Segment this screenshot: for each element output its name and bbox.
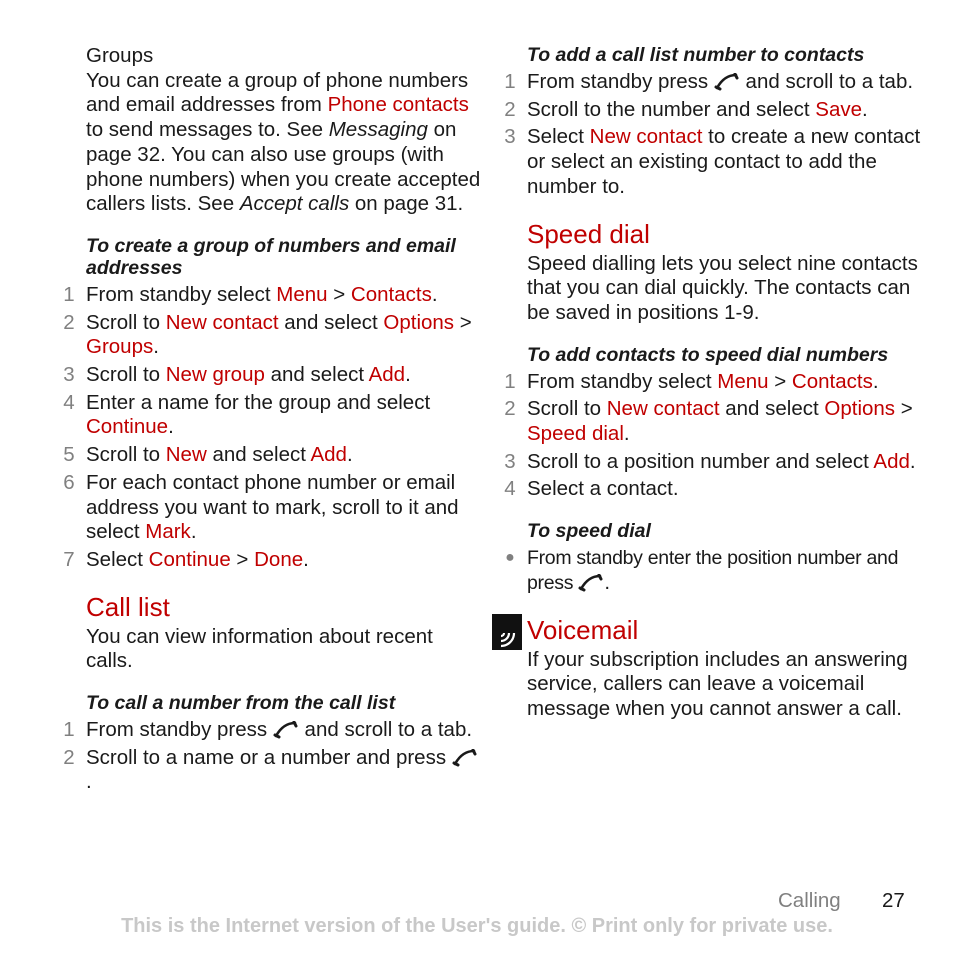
call-from-list-steps — [62, 718, 482, 795]
voicemail-heading-row — [503, 614, 923, 646]
step-item: 1 From standby press and scroll to a tab. — [63, 718, 473, 742]
call-list-heading: Call list — [86, 591, 170, 622]
step-item: 3 Scroll to New group and select Add. — [63, 363, 411, 387]
messaging-reference: Messaging — [328, 118, 428, 142]
call-key-icon — [714, 73, 740, 91]
step-item: 3 Scroll to a position number and select Add. — [504, 449, 916, 473]
call-key-icon — [578, 574, 604, 592]
page-number: 27 — [882, 889, 905, 912]
step-item: 7 Select Continue > Done. — [63, 547, 309, 571]
step-item: 2 Scroll to the number and select Save. — [504, 97, 868, 121]
step-item: 3 Select New contact to create a new contact or select an existing contact to add the number to. — [504, 125, 921, 198]
call-key-icon — [273, 721, 299, 739]
add-speed-steps — [503, 370, 923, 503]
left-column — [62, 44, 482, 798]
create-group-steps — [62, 283, 482, 573]
step-item: 6 For each contact phone number or email address you want to mark, scroll to it and select Mark. — [63, 470, 459, 544]
call-list-paragraph: You can view information about recent calls. — [86, 624, 433, 673]
accept-calls-reference: Accept calls — [239, 192, 350, 216]
bullet-item: ● From standby enter the position number and press . — [503, 546, 923, 595]
internet-version-notice: This is the Internet version of the User's guide. © Print only for private use. — [121, 915, 833, 937]
to-speed-dial-bullets — [503, 546, 923, 595]
step-item: 4 Select a contact. — [504, 477, 679, 501]
step-item: 1 From standby select Menu > Contacts. — [504, 369, 879, 393]
add-to-contacts-task-heading: To add a call list number to contacts — [527, 44, 865, 66]
speed-dial-heading: Speed dial — [527, 218, 650, 249]
call-key-icon — [452, 749, 478, 767]
footer-section-label: Calling — [778, 889, 841, 912]
add-speed-task-heading: To add contacts to speed dial numbers — [527, 343, 889, 366]
step-item: 4 Enter a name for the group and select Continue. — [63, 390, 431, 439]
speed-dial-paragraph: Speed dialling lets you select nine contacts that you can dial quickly. The contacts can be saved in positions 1-9. — [527, 251, 918, 324]
call-from-list-task-heading: To call a number from the call list — [86, 692, 396, 715]
create-group-task-heading: To create a group of numbers and email addresses — [86, 234, 456, 279]
step-item: 2 Scroll to New contact and select Options > Speed dial. — [504, 397, 913, 446]
step-item: 1 From standby select Menu > Contacts. — [63, 282, 438, 306]
bullet-icon: ● — [505, 549, 515, 567]
voicemail-paragraph: If your subscription includes an answering service, callers can leave a voicemail message when you cannot answer a call. — [527, 647, 908, 720]
step-item: 1 From standby press and scroll to a tab. — [504, 70, 914, 93]
right-column — [503, 44, 923, 722]
groups-paragraph: You can create a group of phone numbers and email addresses from Phone contacts to send messages to. See Messaging on page 32. You can also use groups (with phone numbers) when you create accepted callers lists. See Accept calls on page 31. — [86, 68, 481, 216]
step-item: 2 Scroll to a name or a number and press . — [62, 746, 482, 795]
phone-contacts-link: Phone contacts — [327, 93, 469, 117]
groups-heading: Groups — [86, 44, 154, 67]
to-speed-dial-task-heading: To speed dial — [527, 520, 651, 543]
voicemail-signal-icon — [492, 614, 522, 650]
step-item: 5 Scroll to New and select Add. — [63, 443, 353, 467]
add-to-contacts-steps — [503, 70, 923, 200]
voicemail-heading: Voicemail — [527, 614, 639, 645]
step-item: 2 Scroll to New contact and select Options > Groups. — [63, 310, 472, 359]
